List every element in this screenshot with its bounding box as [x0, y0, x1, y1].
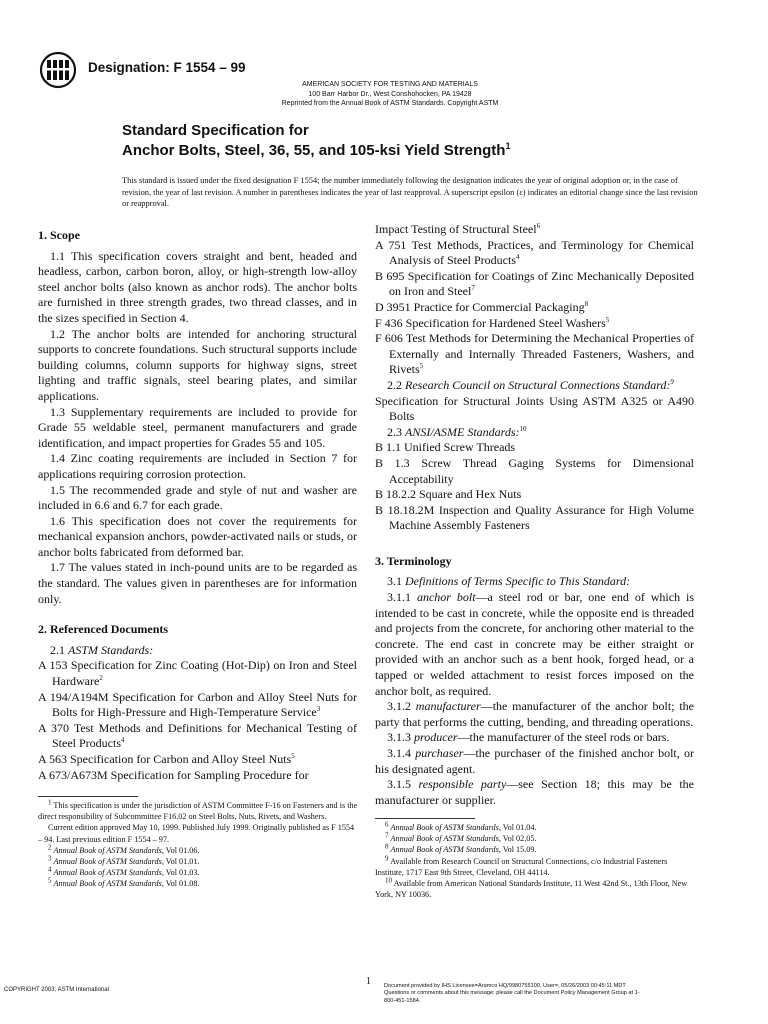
footnote [375, 853, 695, 878]
definition-number: 3.1.1 [387, 590, 411, 605]
footnote-text: , Vol 15.09. [498, 845, 537, 855]
footnote-text: , Vol 01.01. [161, 857, 200, 867]
definition-paragraph [375, 730, 694, 746]
footnote-marker: 4 [516, 253, 520, 262]
reference-text: A 751 Test Methods, Practices, and Terminology for Chemical Analysis of Steel Products [375, 237, 694, 268]
footnote-marker: 4 [121, 736, 125, 745]
definition-number: 3.1.5 [387, 777, 411, 792]
footnote-text: Available from American National Standards Institute, 11 West 42nd St., 13th Floor, New York, NY 10036. [375, 879, 688, 900]
definition-term: producer [414, 730, 458, 745]
definition-paragraph [375, 590, 694, 699]
page-title [122, 121, 510, 161]
astm-reference [38, 752, 357, 768]
footnote-text: , Vol 01.03. [161, 868, 200, 878]
reference-text: A 194/A194M Specification for Carbon and Alloy Steel Nuts for Bolts for High-Pressure and High-Temperature Service [38, 689, 357, 720]
footnote [375, 844, 695, 855]
page-number: 1 [366, 976, 371, 987]
section-heading-refdocs: 2. Referenced Documents [38, 622, 169, 637]
footnote-source: Annual Book of ASTM Standards [53, 857, 162, 867]
ansi-reference [375, 456, 694, 487]
footnote-text: , Vol 01.08. [161, 879, 200, 889]
footnotes-left [38, 800, 358, 890]
reference-text: A 673/A673M Specification for Sampling Procedure for [38, 767, 309, 782]
publisher-line: AMERICAN SOCIETY FOR TESTING AND MATERIALS [302, 81, 478, 88]
scope-paragraph: 1.2 The anchor bolts are intended for anchoring structural supports to concrete foundations. Such structural supports include building columns, column supports for highway signs, street lighting and traffic signals, steel bearing plates, and similar applications. [38, 326, 357, 403]
footer-copyright: COPYRIGHT 2003; ASTM International [4, 987, 109, 993]
reference-text: B 18.2.2 Square and Hex Nuts [375, 487, 522, 502]
footnote [38, 845, 358, 856]
footnote [38, 856, 358, 867]
footnote-source: Annual Book of ASTM Standards [53, 879, 162, 889]
scope-paragraph: 1.3 Supplementary requirements are included to provide for Grade 55 weldable steel, permanent manufacturers and grade identification, and impact properties for Grades 55 and 105. [38, 404, 357, 450]
reference-text: B 695 Specification for Coatings of Zinc Mechanically Deposited on Iron and Steel [375, 268, 694, 299]
astm-reference [375, 222, 694, 238]
footnote-text: , Vol 01.04. [498, 823, 537, 832]
footnote [38, 878, 358, 889]
rcsc-standards-label: 2.2 Research Council on Structural Connections Standard:$^9$ [387, 377, 674, 392]
scope-paragraphs [38, 249, 357, 608]
ansi-reference [375, 503, 694, 534]
footnote-marker: 7 [471, 284, 475, 293]
reference-text: B 18.18.2M Inspection and Quality Assurance for High Volume Machine Assembly Fasteners [375, 502, 694, 533]
footnote-marker: 5 [291, 752, 295, 760]
reference-text: F 606 Test Methods for Determining the Mechanical Properties of Externally and Internally Threaded Fasteners, Washers, and Rivets [375, 331, 694, 377]
astm-reference [375, 238, 694, 269]
definition-term: purchaser [415, 746, 464, 760]
left-column [38, 228, 357, 783]
astm-logo-icon [38, 50, 78, 90]
section-heading-terminology: 3. Terminology [375, 553, 452, 568]
astm-references [38, 658, 357, 783]
footnote-marker: 3 [316, 705, 321, 714]
footnote-text: Current edition approved May 10, 1999. Published July 1999. Originally published as F 1554 – 94. Last previous edition F 1554 – 97. [38, 823, 355, 844]
footnote-marker: 5 [419, 362, 424, 371]
title-line-1: Standard Specification for [122, 122, 309, 139]
definition-term: responsible party [418, 777, 507, 792]
footnote-marker: 6 [536, 222, 541, 230]
ansi-reference [375, 440, 694, 456]
terminology-definitions [375, 590, 694, 808]
astm-standards-label: 2.1 ASTM Standards: [50, 642, 154, 657]
footnote-number: 1 [48, 798, 52, 807]
footnote-source: Annual Book of ASTM Standards [53, 845, 162, 855]
ansi-references [375, 440, 694, 534]
publisher-line: 100 Barr Harbor Dr., West Conshohocken, PA 19428 [308, 90, 472, 98]
astm-reference [375, 300, 694, 316]
footnote [38, 800, 358, 822]
footnote-number: 10 [385, 876, 392, 885]
reference-text: A 370 Test Methods and Definitions for Mechanical Testing of Steel Products [38, 720, 357, 751]
footnote-number: 3 [48, 854, 52, 863]
reference-text: A 563 Specification for Carbon and Alloy Steel Nuts [38, 752, 292, 766]
definition-text: —see Section 18; this may be the manufacturer or supplier. [375, 777, 695, 807]
title-footnote-marker: 1 [505, 141, 511, 151]
definition-text: —the purchaser of the finished anchor bolt, or his designated agent. [375, 746, 694, 776]
footnote-rule-right [375, 818, 475, 819]
reference-text: B 1.3 Screw Thread Gaging Systems for Dimensional Acceptability [375, 455, 694, 486]
issuance-notice: This standard is issued under the fixed designation F 1554; the number immediately following the designation indicates the year of original adoption or, in the case of revision, the year of last revision. A number in parentheses indicates the year of last reapproval. A superscript epsilon (ε) indicates an editorial change since the last revision or reapproval. [122, 176, 698, 209]
footnote-marker: 2 [99, 674, 103, 683]
scope-paragraph: 1.5 The recommended grade and style of nut and washer are included in 6.6 and 6.7 for each grade. [38, 482, 357, 513]
ansi-reference [375, 487, 694, 503]
footnote-number: 5 [48, 876, 52, 885]
definition-term: anchor bolt [416, 590, 476, 605]
footnote [38, 822, 358, 844]
footnote-text: , Vol 01.06. [161, 845, 200, 855]
definition-text: —the manufacturer of the steel rods or bars. [457, 730, 670, 745]
definition-paragraph [375, 699, 694, 730]
footnotes-right [375, 822, 695, 900]
definition-paragraph [375, 777, 694, 808]
publisher-block [170, 80, 610, 109]
astm-reference [375, 331, 694, 378]
footnote-source: Annual Book of ASTM Standards [53, 868, 162, 878]
title-text: Anchor Bolts, Steel, 36, 55, and 105-ksi Yield Strength [122, 142, 506, 159]
footnote-number: 4 [48, 865, 52, 874]
footnote-source: Annual Book of ASTM Standards [390, 845, 499, 855]
definition-paragraph [375, 746, 694, 777]
astm-reference [375, 269, 694, 300]
definition-text: —a steel rod or bar, one end of which is intended to be cast in concrete, while the opposite end is threaded and projects from the concrete, for anchoring other material to the concrete. The end cast in concrete may be either straight or provided with an anchor such as a bent hook, forged head, or a tapped or welded attachment to resist forces imposed on the anchor bolt, as required. [375, 590, 694, 698]
footnote [375, 822, 695, 833]
footnote-number: 2 [48, 843, 52, 852]
definition-number: 3.1.4 [387, 746, 411, 760]
footer-license: Document provided by IHS Licensee=Aramco HQ/9980755100, User=, 05/26/2003 00:45:11 MDT Questions or comments about this message: please call the Document Policy Management Group at 1-800-451-1584. [384, 983, 640, 1004]
definition-number: 3.1.3 [387, 730, 411, 745]
astm-reference [38, 721, 357, 752]
footnote-text: This specification is under the jurisdiction of ASTM Committee F-16 on Fasteners and is the direct responsibility of Subcommittee F16.02 on Steel Bolts, Nuts, Rivets, and Washers. [38, 801, 358, 822]
definition-text: —the manufacturer of the anchor bolt; the party that performs the cutting, bending, and threading operations. [375, 699, 695, 729]
ansi-standards-label: 2.3 ANSI/ASME Standards:$^{10}$ [387, 424, 527, 439]
footnote-number: 8 [385, 842, 389, 851]
definition-term: manufacturer [415, 699, 481, 714]
right-column [375, 222, 694, 808]
footnote-source: Annual Book of ASTM Standards [390, 823, 499, 832]
footnote-source: Annual Book of ASTM Standards [390, 834, 499, 844]
astm-reference [375, 316, 694, 332]
scope-paragraph: 1.4 Zinc coating requirements are included in Section 7 for applications requiring corrosion protection. [38, 451, 357, 481]
reference-text: F 436 Specification for Hardened Steel Washers [375, 315, 606, 330]
astm-references-continued [375, 222, 694, 378]
footnote-text: , Vol 02.05. [498, 834, 537, 844]
astm-reference [38, 768, 357, 784]
designation: Designation: F 1554 – 99 [88, 60, 246, 75]
reference-text: B 1.1 Unified Screw Threads [375, 440, 516, 455]
reference-text: Specification for Structural Joints Using ASTM A325 or A490 Bolts [375, 393, 694, 424]
reference-text: A 153 Specification for Zinc Coating (Hot-Dip) on Iron and Steel Hardware [38, 658, 357, 689]
scope-paragraph: 1.6 This specification does not cover the requirements for mechanical expansion anchors, powder-activated nails or studs, or anchor bolts fabricated from deformed bar. [38, 513, 357, 559]
section-heading-scope: 1. Scope [38, 228, 80, 242]
rcsc-references [375, 394, 694, 425]
footnote-text: Available from Research Council on Structural Connections, c/o Industrial Fasteners Institute, 1717 East 9th Street, Cleveland, OH 44114. [375, 856, 668, 877]
publisher-line: Reprinted from the Annual Book of ASTM Standards. Copyright ASTM [281, 100, 499, 107]
footnote [375, 833, 695, 844]
astm-reference [38, 658, 357, 689]
footnote-marker: 5 [605, 315, 610, 324]
definition-number: 3.1.2 [387, 699, 411, 714]
terminology-sub-label: 3.1 Definitions of Terms Specific to This Standard: [387, 574, 631, 589]
rcsc-reference [375, 394, 694, 425]
footnote [375, 878, 695, 900]
footnote-number: 6 [385, 820, 389, 829]
footnote-number: 9 [385, 853, 389, 862]
reference-text: D 3951 Practice for Commercial Packaging [375, 299, 585, 314]
scope-paragraph: 1.1 This specification covers straight and bent, headed and headless, carbon, carbon boron, alloy, or high-strength low-alloy steel anchor bolts (also known as anchor rods). The anchor bolts are furnished in three strength grades, two thread classes, and in the sizes specified in Section 4. [38, 248, 357, 325]
footnote-number: 7 [385, 831, 389, 840]
title-line-2 [122, 141, 510, 161]
reference-text: Impact Testing of Structural Steel [375, 222, 537, 236]
scope-paragraph: 1.7 The values stated in inch-pound units are to be regarded as the standard. The values given in parentheses are for information only. [38, 560, 357, 606]
astm-reference [38, 690, 357, 721]
footnote [38, 867, 358, 878]
footnote-marker: 8 [584, 299, 589, 308]
footnote-rule-left [38, 796, 138, 797]
